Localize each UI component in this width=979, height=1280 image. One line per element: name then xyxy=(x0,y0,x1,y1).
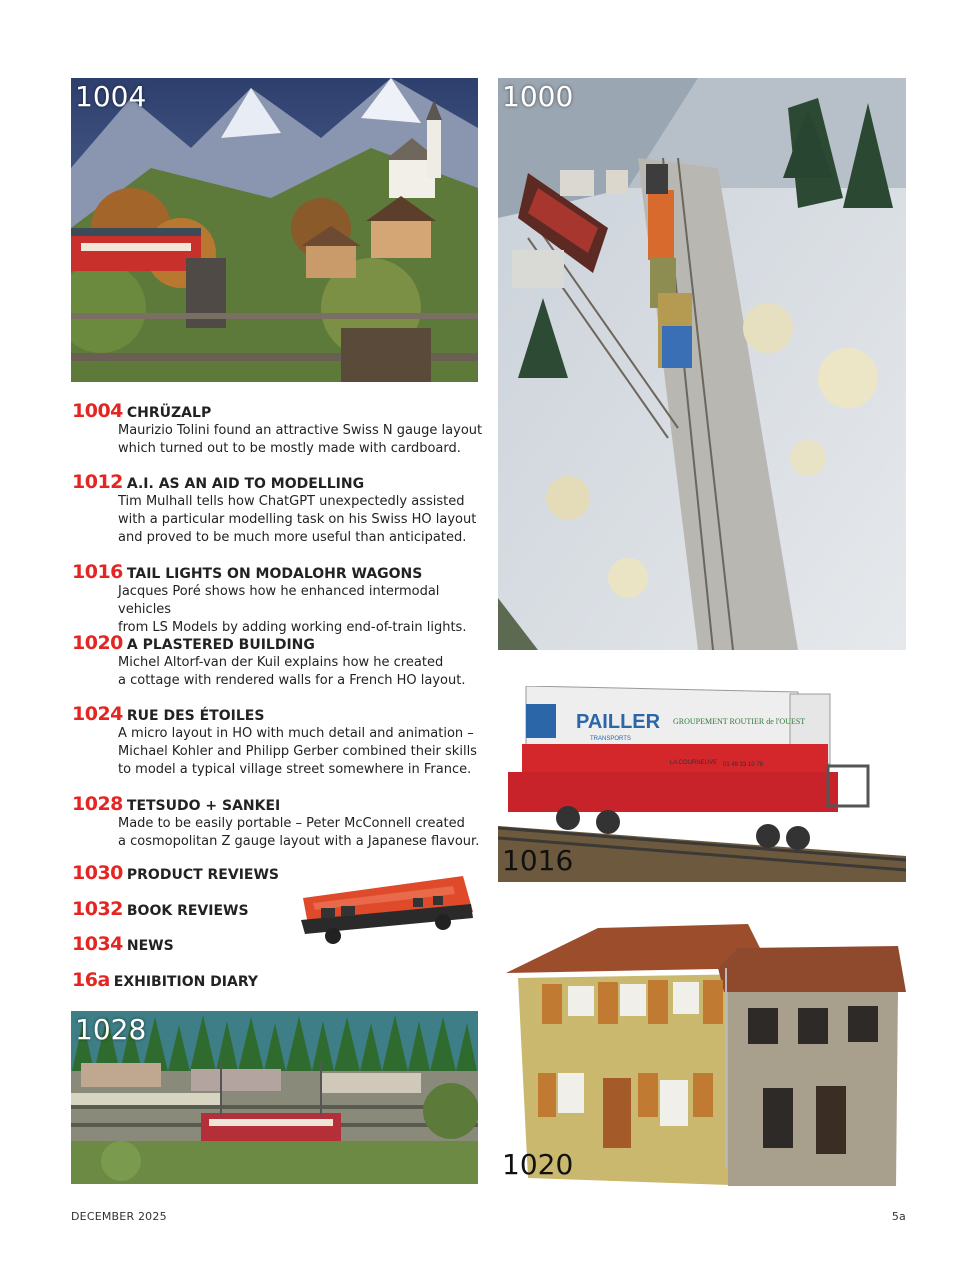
photo-1020-plastered-building xyxy=(498,908,906,1186)
photo-1004-chruzalp xyxy=(71,78,478,382)
toc-description-line: a cottage with rendered walls for a French HO layout. xyxy=(118,673,466,688)
toc-description-line: to model a typical village street somewhere in France. xyxy=(118,762,472,777)
trailer-group: GROUPEMENT ROUTIER de l'OUEST xyxy=(673,717,806,726)
toc-description-line: Michel Altorf-van der Kuil explains how he created xyxy=(118,655,444,670)
toc-entry[interactable] xyxy=(72,561,484,637)
toc-page-number: 1034 xyxy=(72,933,123,955)
toc-description-line: with a particular modelling task on his Swiss HO layout xyxy=(118,512,477,527)
toc-description-line: Made to be easily portable – Peter McConnell created xyxy=(118,816,465,831)
toc-description-line: which turned out to be mostly made with cardboard. xyxy=(118,441,461,456)
toc-description-line: A micro layout in HO with much detail and animation – xyxy=(118,726,474,741)
toc-page-number: 1012 xyxy=(72,471,123,493)
toc-entry[interactable] xyxy=(72,471,484,547)
trailer-location: LA COURNEUVE xyxy=(670,760,718,766)
toc-page-number: 1020 xyxy=(72,632,123,654)
toc-title: TAIL LIGHTS ON MODALOHR WAGONS xyxy=(126,566,423,582)
toc-description-line: Tim Mulhall tells how ChatGPT unexpectedly assisted xyxy=(118,494,465,509)
toc-description-line: and proved to be much more useful than anticipated. xyxy=(118,530,467,545)
toc-description-line: Jacques Poré shows how he enhanced intermodal vehicles xyxy=(118,584,440,617)
toc-description-line: Michael Kohler and Philipp Gerber combined their skills xyxy=(118,744,477,759)
trailer-phone: 01 48 33 10 78 xyxy=(723,762,764,768)
toc-title: TETSUDO + SANKEI xyxy=(126,798,281,814)
footer-page-number: 5a xyxy=(891,1210,906,1223)
toc-title: NEWS xyxy=(126,938,174,954)
toc-page-number: 1030 xyxy=(72,862,123,884)
toc-title: CHRÜZALP xyxy=(126,405,212,421)
toc-entry[interactable] xyxy=(72,632,484,690)
toc-title: A PLASTERED BUILDING xyxy=(126,637,315,653)
toc-title: RUE DES ÉTOILES xyxy=(126,708,265,724)
toc-entry[interactable] xyxy=(72,933,484,955)
trailer-sub: TRANSPORTS xyxy=(590,736,631,742)
photo-number: 1004 xyxy=(75,80,147,113)
toc-title: A.I. AS AN AID TO MODELLING xyxy=(126,476,365,492)
photo-1000-snow-layout xyxy=(498,78,906,650)
toc-title: BOOK REVIEWS xyxy=(126,903,249,919)
photo-number: 1028 xyxy=(75,1013,147,1046)
toc-entry[interactable] xyxy=(72,400,484,458)
toc-page-number: 1032 xyxy=(72,898,123,920)
toc-entry[interactable] xyxy=(72,898,484,920)
toc-page-number: 16a xyxy=(72,969,110,991)
toc-title: EXHIBITION DIARY xyxy=(113,974,258,990)
toc-description-line: Maurizio Tolini found an attractive Swiss N gauge layout xyxy=(118,423,483,438)
photo-number: 1020 xyxy=(502,1148,574,1181)
photo-1028-tetsudo-sankei xyxy=(71,1011,478,1184)
toc-entry[interactable] xyxy=(72,703,484,779)
trailer-company: PAILLER xyxy=(576,711,661,733)
toc-description-line: a cosmopolitan Z gauge layout with a Japanese flavour. xyxy=(118,834,480,849)
toc-page-number: 1016 xyxy=(72,561,123,583)
toc-entry[interactable] xyxy=(72,969,484,991)
toc-page-number: 1024 xyxy=(72,703,123,725)
toc-entry[interactable] xyxy=(72,793,484,851)
toc-entry[interactable] xyxy=(72,862,484,884)
photo-1016-modalohr-wagon xyxy=(498,686,906,882)
photo-number: 1016 xyxy=(502,844,574,877)
photo-number: 1000 xyxy=(502,80,574,113)
toc-page-number: 1004 xyxy=(72,400,123,422)
toc-title: PRODUCT REVIEWS xyxy=(126,867,279,883)
toc-page-number: 1028 xyxy=(72,793,123,815)
table-of-contents xyxy=(72,400,484,1000)
toc-description-line: from LS Models by adding working end-of-train lights. xyxy=(118,620,467,635)
footer-date: DECEMBER 2025 xyxy=(71,1210,167,1223)
